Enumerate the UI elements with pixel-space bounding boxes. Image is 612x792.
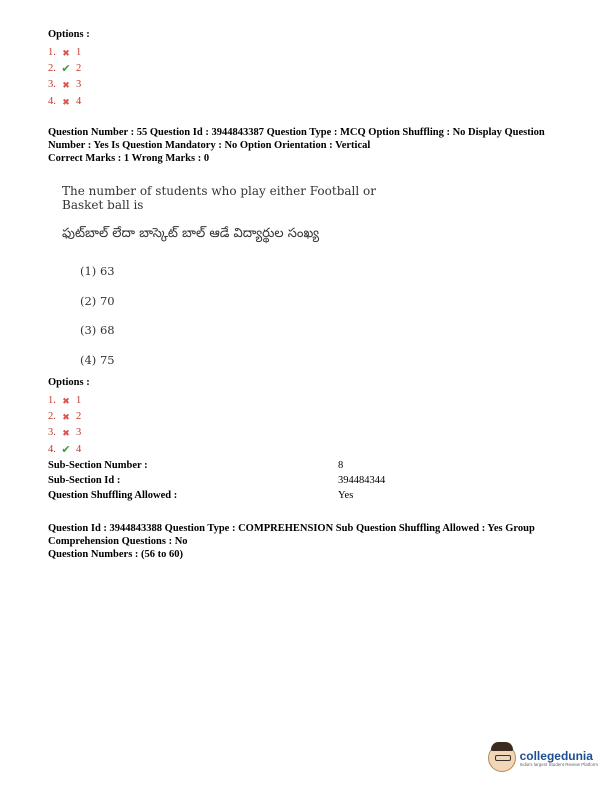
table-row [48,473,385,488]
option-number: 4. [48,95,56,107]
table-row [48,458,385,473]
question-marks: Correct Marks : 1 Wrong Marks : 0 [48,153,210,164]
cross-icon: ✖ [62,412,70,423]
option-item [48,61,90,77]
options-label: Options : [48,377,90,388]
options-block-1 [48,28,90,110]
option-item [48,94,90,110]
question-meta-line: Question Number : 55 Question Id : 3944843387 Question Type : MCQ Option Shuffling : No Display Question [48,127,545,138]
question-meta-line: Number : Yes Is Question Mandatory : No Option Orientation : Vertical [48,140,371,151]
option-number: 2. [48,63,56,75]
option-item [48,393,90,409]
question-body [62,184,402,382]
collegedunia-logo [488,744,598,772]
cross-icon: ✖ [62,396,70,406]
option-item [48,425,90,441]
option-item [48,442,90,458]
cross-icon: ✖ [62,80,70,91]
sub-section-value: 394484344 [338,475,386,486]
sub-section-key: Sub-Section Id : [48,475,121,486]
option-number: 4. [48,443,56,455]
comprehension-line: Question Numbers : (56 to 60) [48,549,184,560]
comprehension-line: Comprehension Questions : No [48,536,188,547]
option-number: 1. [48,47,56,58]
check-icon: ✔ [61,63,71,76]
cross-icon: ✖ [62,96,70,107]
option-value: 2 [76,63,82,75]
option-number: 3. [48,427,56,439]
question-text-telugu: ఫుట్‌బాల్ లేదా బాస్కెట్ బాల్ ఆడే విద్యార్థుల సంఖ్య [62,226,320,241]
option-value: 1 [76,47,82,58]
logo-brand: collegedunia [519,748,593,763]
sub-section-key: Sub-Section Number : [48,460,148,471]
question-choice: (4) 75 [80,352,115,367]
cross-icon: ✖ [62,428,70,439]
comprehension-meta [48,522,535,561]
options-label: Options : [48,29,90,40]
option-number: 1. [48,395,56,406]
option-item [48,45,90,61]
option-number: 3. [48,79,56,91]
check-icon: ✔ [61,443,71,456]
sub-section-table [48,458,385,503]
question-choice: (1) 63 [80,264,115,278]
mascot-icon [488,744,516,772]
table-row [48,488,385,503]
comprehension-line: Question Id : 3944843388 Question Type : COMPREHENSION Sub Question Shuffling Allowed : Yes Group [48,523,535,534]
question-text-english: The number of students who play either Football or Basket ball is [62,184,376,212]
option-number: 2. [48,411,56,423]
option-value: 4 [76,443,82,455]
option-value: 1 [76,395,82,406]
option-value: 2 [76,411,82,423]
logo-tagline: India's largest Student Review Platform [519,761,598,767]
option-item [48,77,90,93]
sub-section-value: 8 [338,460,344,471]
question-meta [48,126,545,165]
sub-section-value: Yes [338,490,354,501]
sub-section-key: Question Shuffling Allowed : [48,490,178,501]
option-value: 3 [76,79,82,91]
question-choice: (3) 68 [80,323,115,337]
options-block-2 [48,376,90,458]
option-item [48,409,90,425]
option-value: 4 [76,95,82,107]
cross-icon: ✖ [62,48,70,58]
option-value: 3 [76,427,82,439]
question-choice: (2) 70 [80,293,115,308]
